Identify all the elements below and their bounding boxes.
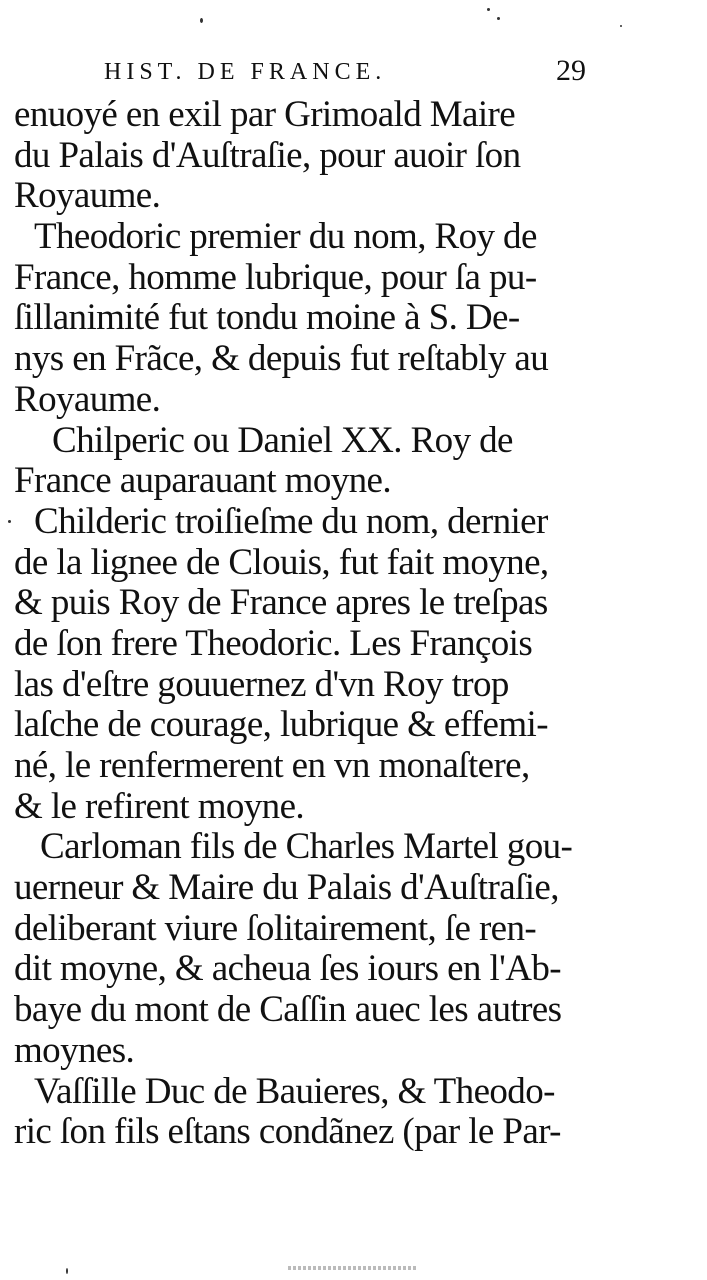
- ink-speck: [487, 8, 490, 11]
- ink-speck: [66, 1268, 68, 1274]
- text-line: né, le renfermerent en vn monaſtere,: [14, 745, 530, 786]
- ink-speck: [497, 17, 500, 20]
- text-line: baye du mont de Caſſin auec les autres: [14, 989, 562, 1031]
- text-line: uerneur & Maire du Palais d'Auſtraſie,: [14, 867, 559, 909]
- text-line: & puis Roy de France apres le treſpas: [14, 582, 548, 624]
- text-line: Theodoric premier du nom, Roy de: [34, 216, 537, 258]
- text-line: deliberant viure ſolitairement, ſe ren-: [14, 907, 537, 949]
- text-line: ric ſon fils eſtans condãnez (par le Par-: [14, 1111, 561, 1153]
- text-line: Childeric troiſieſme du nom, dernier: [34, 500, 548, 542]
- text-line: moynes.: [14, 1029, 135, 1071]
- text-line: de la lignee de Clouis, fut fait moyne,: [14, 541, 549, 583]
- faint-imprint-mark: [288, 1266, 418, 1270]
- page-header: [104, 56, 604, 96]
- text-line: Royaume.: [14, 175, 161, 217]
- text-line: laſche de courage, lubrique & effemi-: [14, 704, 548, 746]
- text-line: France auparauant moyne.: [14, 460, 392, 502]
- text-line: enuoyé en exil par Grimoald Maire: [14, 94, 516, 135]
- running-title: HIST. DE FRANCE.: [104, 59, 387, 85]
- ink-speck: [200, 18, 203, 23]
- text-line: las d'eſtre gouuernez d'vn Roy trop: [14, 663, 509, 705]
- ink-speck: [8, 520, 11, 523]
- body-text: [14, 95, 614, 1153]
- text-line: Vaſſille Duc de Bauieres, & Theodo-: [34, 1070, 555, 1112]
- text-line: nys en Frãce, & depuis fut reſtably au: [14, 338, 549, 380]
- ink-speck: [620, 25, 622, 27]
- text-line: du Palais d'Auſtraſie, pour auoir ſon: [14, 134, 521, 176]
- text-line: France, homme lubrique, pour ſa pu-: [14, 256, 537, 298]
- page-number: 29: [556, 54, 586, 87]
- text-line: de ſon frere Theodoric. Les François: [14, 622, 533, 664]
- text-line: ſillanimité fut tondu moine à S. De-: [14, 297, 520, 339]
- text-line: Carloman fils de Charles Martel gou-: [40, 826, 573, 868]
- text-line: dit moyne, & acheua ſes iours en l'Ab-: [14, 948, 561, 990]
- text-line: & le refirent moyne.: [14, 785, 305, 827]
- text-line: Royaume.: [14, 378, 161, 420]
- text-line: Chilperic ou Daniel XX. Roy de: [52, 419, 513, 461]
